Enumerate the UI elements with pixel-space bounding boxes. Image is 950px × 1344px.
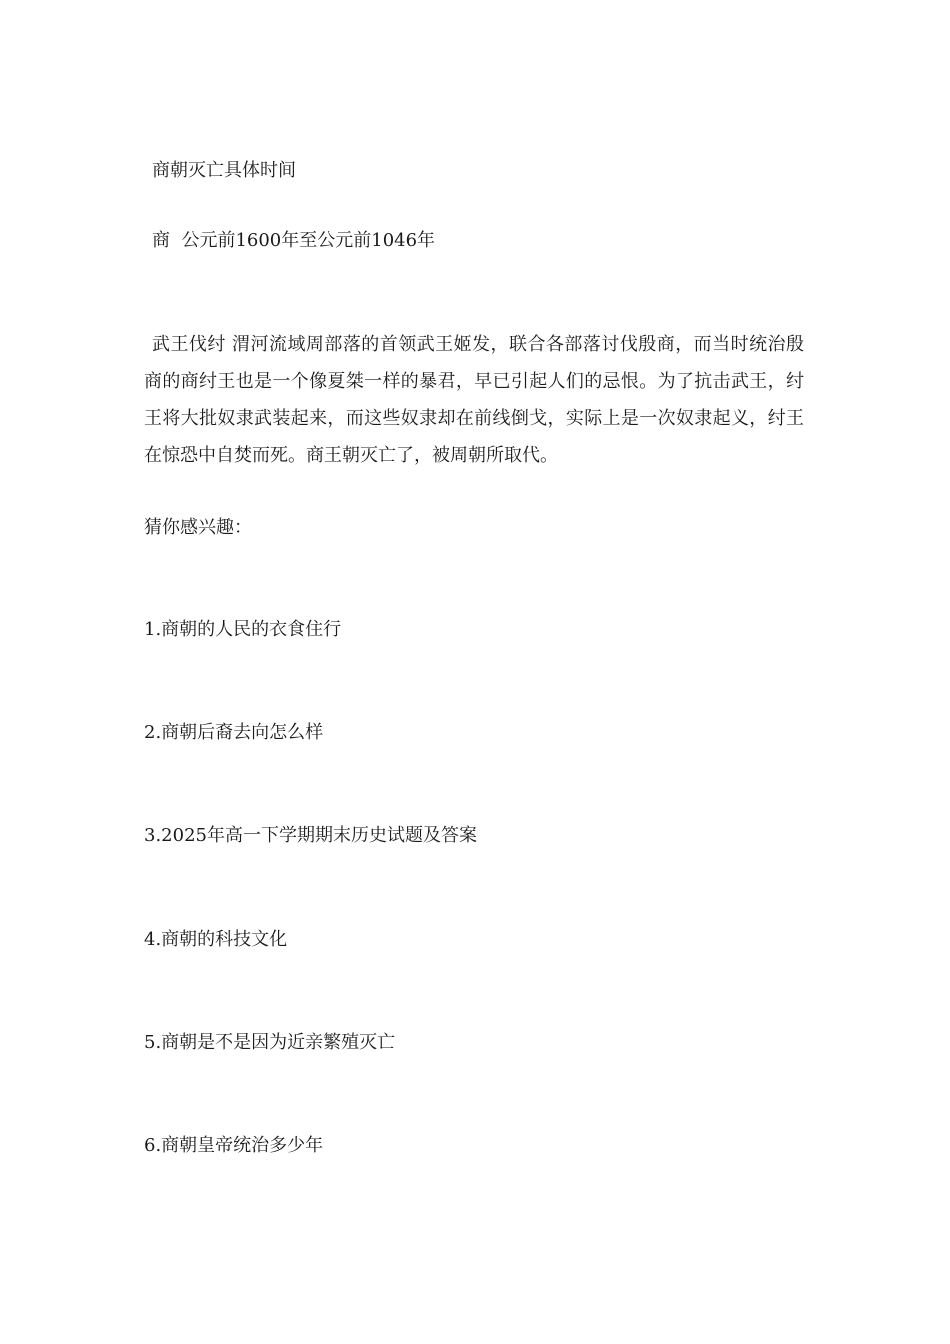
dynasty-period: 商 公元前1600年至公元前1046年 <box>152 230 436 251</box>
interest-heading: 猜你感兴趣： <box>144 517 252 538</box>
related-link-2[interactable]: 2.商朝后裔去向怎么样 <box>144 722 324 743</box>
related-link-4[interactable]: 4.商朝的科技文化 <box>144 929 288 950</box>
related-link-1[interactable]: 1.商朝的人民的衣食住行 <box>144 619 342 640</box>
document-title: 商朝灭亡具体时间 <box>152 160 296 181</box>
body-paragraph: 武王伐纣 渭河流域周部落的首领武王姬发，联合各部落讨伐殷商，而当时统治殷商的商纣王也是一个像夏桀一样的暴君，早已引起人们的忌恨。为了抗击武王，纣王将大批奴隶武装起来，而这些奴隶却在前线倒戈，实际上是一次奴隶起义，纣王在惊恐中自焚而死。商王朝灭亡了，被周朝所取代。 <box>144 334 804 466</box>
related-link-6[interactable]: 6.商朝皇帝统治多少年 <box>144 1135 324 1156</box>
related-link-5[interactable]: 5.商朝是不是因为近亲繁殖灭亡 <box>144 1032 396 1053</box>
related-link-3[interactable]: 3.2025年高一下学期期末历史试题及答案 <box>144 825 477 846</box>
